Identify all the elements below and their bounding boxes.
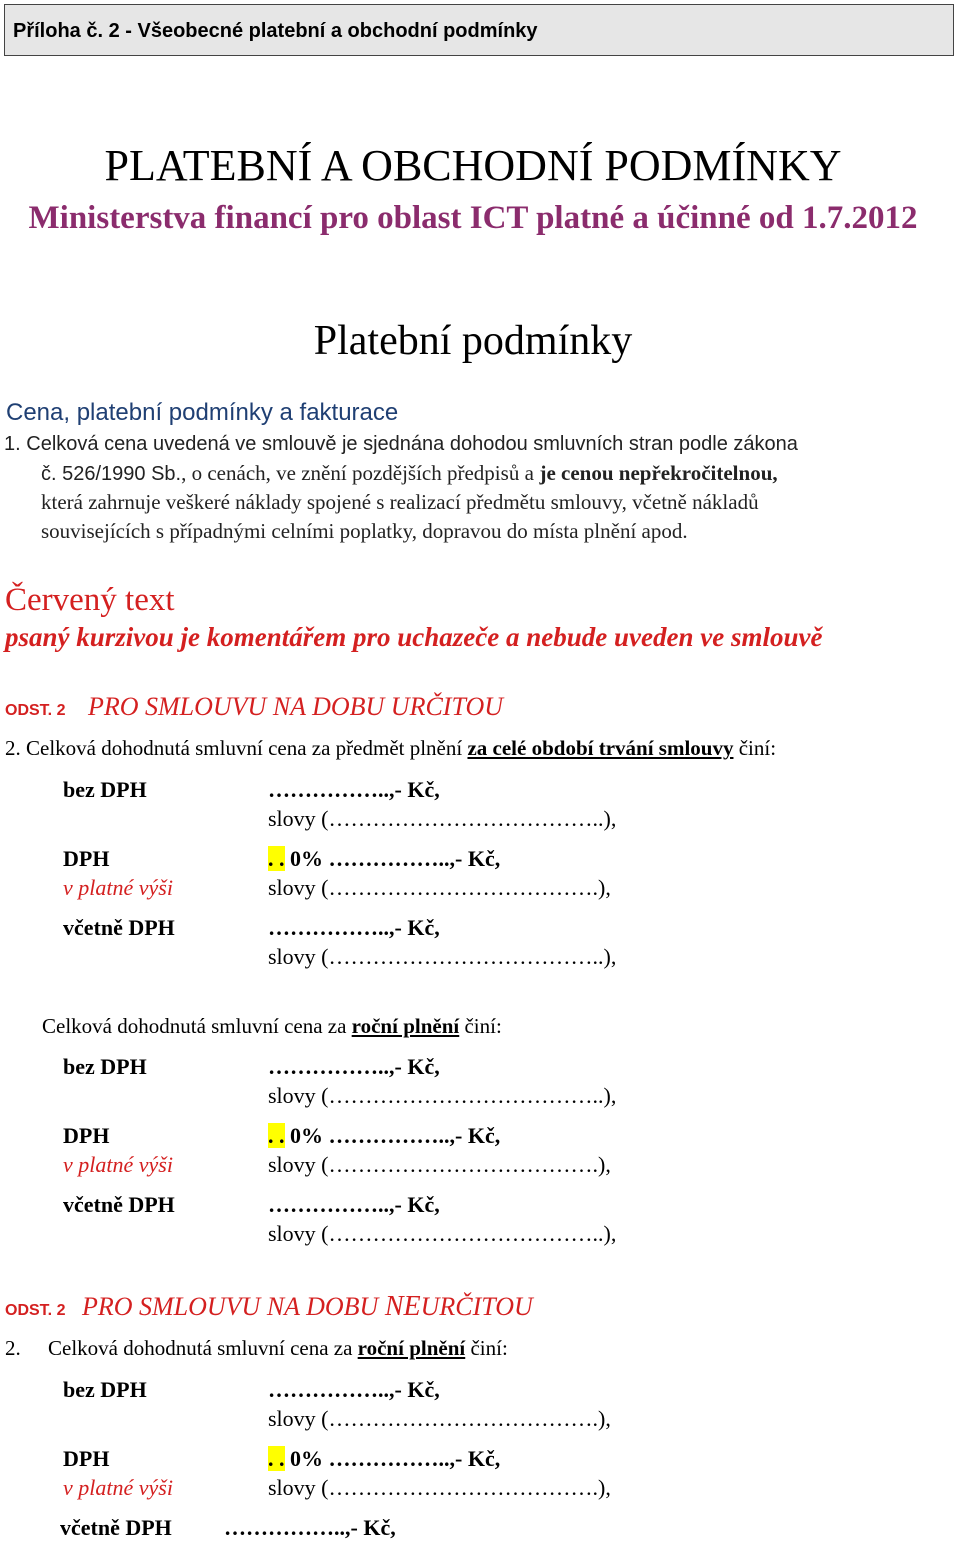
para-end: činí: [464,1014,502,1038]
odst-heading-2 [5,1290,533,1328]
label-v-platne-vysi: v platné výši [63,1152,173,1177]
paragraph-1 [4,430,798,546]
annual-price-paragraph [42,1012,502,1040]
label-dph: DPH [63,846,110,871]
words-dph: slovy (……………………………….), [268,1152,611,1177]
words-bez-dph: slovy (……………………………….), [268,1406,611,1431]
percent-value: 0% ……………..,- Kč, [284,846,501,871]
label-bez-dph: bez DPH [63,777,147,802]
document-title: PLATEBNÍ A OBCHODNÍ PODMÍNKY [104,141,842,190]
attachment-title: Příloha č. 2 - Všeobecné platební a obchodní podmínky [13,20,538,42]
amount-bez-dph: ……………..,- Kč, [268,777,440,802]
words-vcetne-dph: slovy (………………………………..), [268,944,617,969]
odst-title: PRO SMLOUVU NA DOBU URČITOU [87,692,504,721]
para-text: Celková dohodnutá smluvní cena za předmět plnění [26,736,463,760]
amount-bez-dph: ……………..,- Kč, [268,1377,440,1402]
label-bez-dph: bez DPH [63,1377,147,1402]
amount-vcetne-dph: ……………..,- Kč, [224,1515,396,1540]
text: , o cenách, ve znění pozdějších předpisů a [181,461,534,485]
label-v-platne-vysi: v platné výši [63,875,173,900]
label-vcetne-dph: včetně DPH [63,915,175,940]
odst-label: ODST. 2 [5,702,66,719]
document-subtitle: Ministerstva financí pro oblast ICT platné a účinné od 1.7.2012 [28,200,918,236]
contract-price-paragraph [5,734,776,762]
para-underlined: roční plnění [351,1014,460,1038]
paragraph-1-line-3: která zahrnuje veškeré náklady spojené s realizací předmětu smlouvy, včetně nákladů [41,490,759,514]
para-text: Celková dohodnutá smluvní cena za [42,1014,347,1038]
label-vcetne-dph: včetně DPH [63,1192,175,1217]
words-dph: slovy (……………………………….), [268,1475,611,1500]
paragraph-1-line-1 [4,430,798,459]
para-underlined: roční plnění [357,1336,466,1360]
odst-heading-1 [5,690,503,728]
attachment-header [4,4,954,56]
emphasis: je cenou nepřekročitelnou, [539,461,778,485]
percent-highlight: . . [268,1446,285,1471]
law-reference: č. 526/1990 Sb. [41,463,182,485]
amount-dph [268,1121,500,1150]
label-dph: DPH [63,1446,110,1471]
amount-vcetne-dph: ……………..,- Kč, [268,1192,440,1217]
section-title: Platební podmínky [313,318,633,364]
words-vcetne-dph: slovy (………………………………..), [268,1221,617,1246]
percent-value: 0% ……………..,- Kč, [284,1446,501,1471]
para-number: 2. [5,736,21,760]
words-dph: slovy (……………………………….), [268,875,611,900]
label-v-platne-vysi: v platné výši [63,1475,173,1500]
words-bez-dph: slovy (………………………………..), [268,1083,617,1108]
para-end: činí: [738,736,777,760]
paragraph-1-line-2 [4,459,798,488]
para-underlined: za celé období trvání smlouvy [467,736,734,760]
amount-bez-dph: ……………..,- Kč, [268,1054,440,1079]
amount-dph [268,844,500,873]
text: Celková cena uvedená ve smlouvě je sjednána dohodou smluvních stran podle zákona [26,433,798,455]
odst-title: PRO SMLOUVU NA DOBU NEURČITOU [81,1291,533,1322]
item-number: 1. [4,433,21,455]
label-vcetne-dph: včetně DPH [60,1515,172,1540]
para-number: 2. [5,1336,21,1360]
label-bez-dph: bez DPH [63,1054,147,1079]
amount-dph [268,1444,500,1473]
label-dph: DPH [63,1123,110,1148]
words-bez-dph: slovy (………………………………..), [268,806,617,831]
note-subtitle: psaný kurzivou je komentářem pro uchazeče a nebude uveden ve smlouvě [5,622,823,652]
percent-value: 0% ……………..,- Kč, [284,1123,501,1148]
para-text: Celková dohodnutá smluvní cena za [48,1336,353,1360]
percent-highlight: . . [268,1123,285,1148]
indefinite-price-paragraph [5,1334,508,1362]
para-end: činí: [470,1336,508,1360]
section-heading: Cena, platební podmínky a fakturace [6,399,399,426]
percent-highlight: . . [268,846,285,871]
odst-label: ODST. 2 [5,1302,66,1319]
amount-vcetne-dph: ……………..,- Kč, [268,915,440,940]
paragraph-1-line-4: souvisejících s případnými celními poplatky, dopravou do místa plnění apod. [41,519,688,543]
note-title: Červený text [5,582,175,618]
